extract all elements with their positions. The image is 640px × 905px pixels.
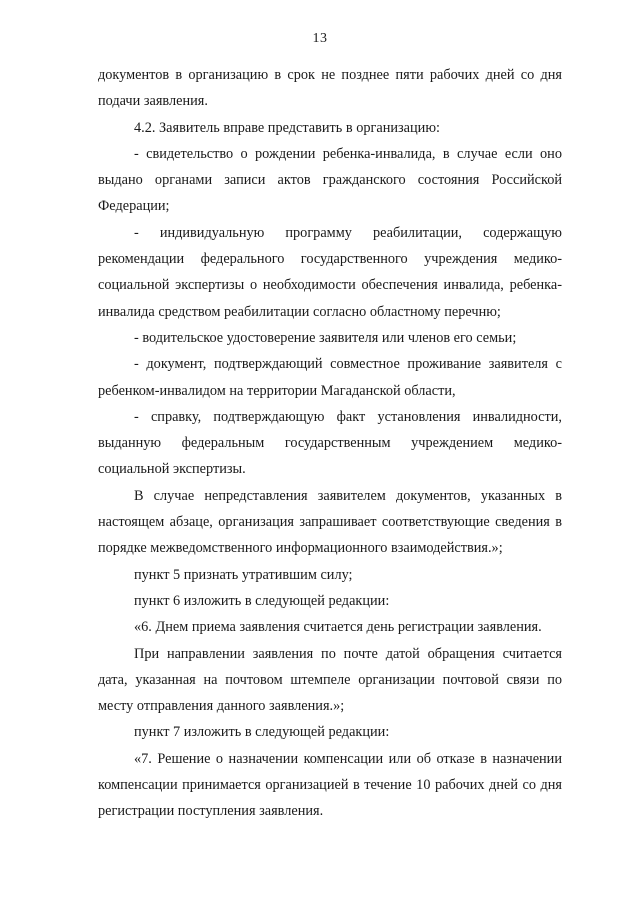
paragraph: пункт 6 изложить в следующей редакции: [134,592,390,609]
paragraph: «7. Решение о назначении компенсации или об отказе в назначении компенсации принимается организацией в течение 10 рабочих дней со дня регистрации поступления заявления. [98,750,562,820]
page-number: 13 [312,31,328,46]
paragraph: В случае непредставления заявителем документов, указанных в настоящем абзаце, организация запрашивает соответствующие сведения в порядке межведомственного информационного взаимодействия.»; [98,487,562,557]
document-body [98,62,562,825]
paragraph: - документ, подтверждающий совместное проживание заявителя с ребенком-инвалидом на территории Магаданской области, [98,356,562,399]
paragraph: - водительское удостоверение заявителя или членов его семьи; [134,329,517,346]
paragraph: 4.2. Заявитель вправе представить в организацию: [134,119,440,136]
paragraph: - свидетельство о рождении ребенка-инвалида, в случае если оно выдано органами записи актов гражданского состояния Российской Федерации; [98,145,562,215]
paragraph: При направлении заявления по почте датой обращения считается дата, указанная на почтовом штемпеле организации почтовой связи по месту отправления данного заявления.»; [98,645,562,715]
paragraph: пункт 7 изложить в следующей редакции: [134,724,390,741]
paragraph: пункт 5 признать утратившим силу; [134,566,353,583]
paragraph: «6. Днем приема заявления считается день регистрации заявления. [134,619,542,636]
paragraph: - индивидуальную программу реабилитации, содержащую рекомендации федерального государственного учреждения медико-социальной экспертизы о необходимости обеспечения инвалида, ребенка-инвалида средством реабилитации согласно областному перечню; [98,224,562,320]
paragraph: документов в организацию в срок не позднее пяти рабочих дней со дня подачи заявления. [98,67,562,110]
paragraph: - справку, подтверждающую факт установления инвалидности, выданную федеральным государственным учреждением медико-социальной экспертизы. [98,408,562,478]
